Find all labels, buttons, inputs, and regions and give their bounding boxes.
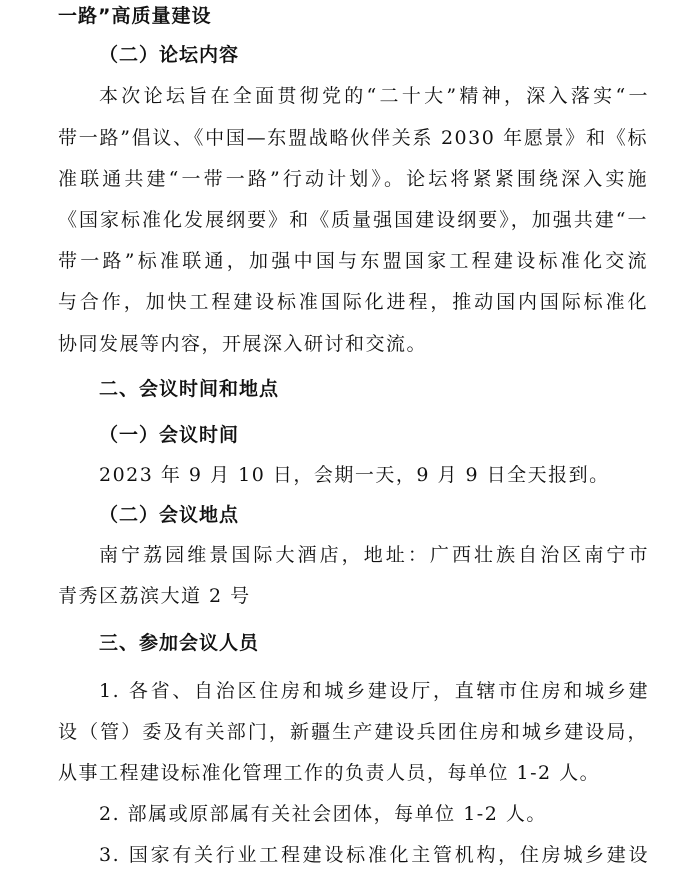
section-heading-continuation: 一路”高质量建设	[58, 5, 212, 27]
attendee-list-item: 从事工程建设标准化管理工作的负责人员，每单位 1-2 人。	[58, 762, 601, 784]
meeting-time-text: 2023 年 9 月 10 日，会期一天，9 月 9 日全天报到。	[99, 464, 610, 486]
section-heading-time-location: 二、会议时间和地点	[99, 378, 280, 400]
paragraph-line: 本次论坛旨在全面贯彻党的“二十大”精神，深入落实“一	[99, 85, 649, 107]
subsection-heading-meeting-time: （一）会议时间	[99, 424, 240, 446]
paragraph-line: 带一路”倡议、《中国—东盟战略伙伴关系 2030 年愿景》和《标	[58, 127, 648, 149]
paragraph-line: 带一路”标准联通，加强中国与东盟国家工程建设标准化交流	[58, 250, 648, 272]
meeting-location-text: 青秀区荔滨大道 2 号	[58, 585, 251, 607]
paragraph-line: 准联通共建“一带一路”行动计划》。论坛将紧紧围绕深入实施	[58, 168, 648, 190]
subsection-heading-forum-content: （二）论坛内容	[99, 44, 240, 66]
paragraph-line: 与合作，加快工程建设标准国际化进程，推动国内国际标准化	[58, 291, 648, 313]
meeting-location-text: 南宁荔园维景国际大酒店，地址：广西壮族自治区南宁市	[99, 544, 649, 566]
paragraph-line: 协同发展等内容，开展深入研讨和交流。	[58, 333, 428, 355]
attendee-list-item: 3. 国家有关行业工程建设标准化主管机构，住房城乡建设	[99, 844, 649, 866]
subsection-heading-meeting-location: （二）会议地点	[99, 504, 240, 526]
paragraph-line: 《国家标准化发展纲要》和《质量强国建设纲要》，加强共建“一	[58, 209, 648, 231]
section-heading-attendees: 三、参加会议人员	[99, 632, 260, 654]
attendee-list-item: 设（管）委及有关部门，新疆生产建设兵团住房和城乡建设局，	[58, 721, 648, 743]
attendee-list-item: 1. 各省、自治区住房和城乡建设厅，直辖市住房和城乡建	[99, 680, 649, 702]
attendee-list-item: 2. 部属或原部属有关社会团体，每单位 1-2 人。	[99, 803, 547, 825]
